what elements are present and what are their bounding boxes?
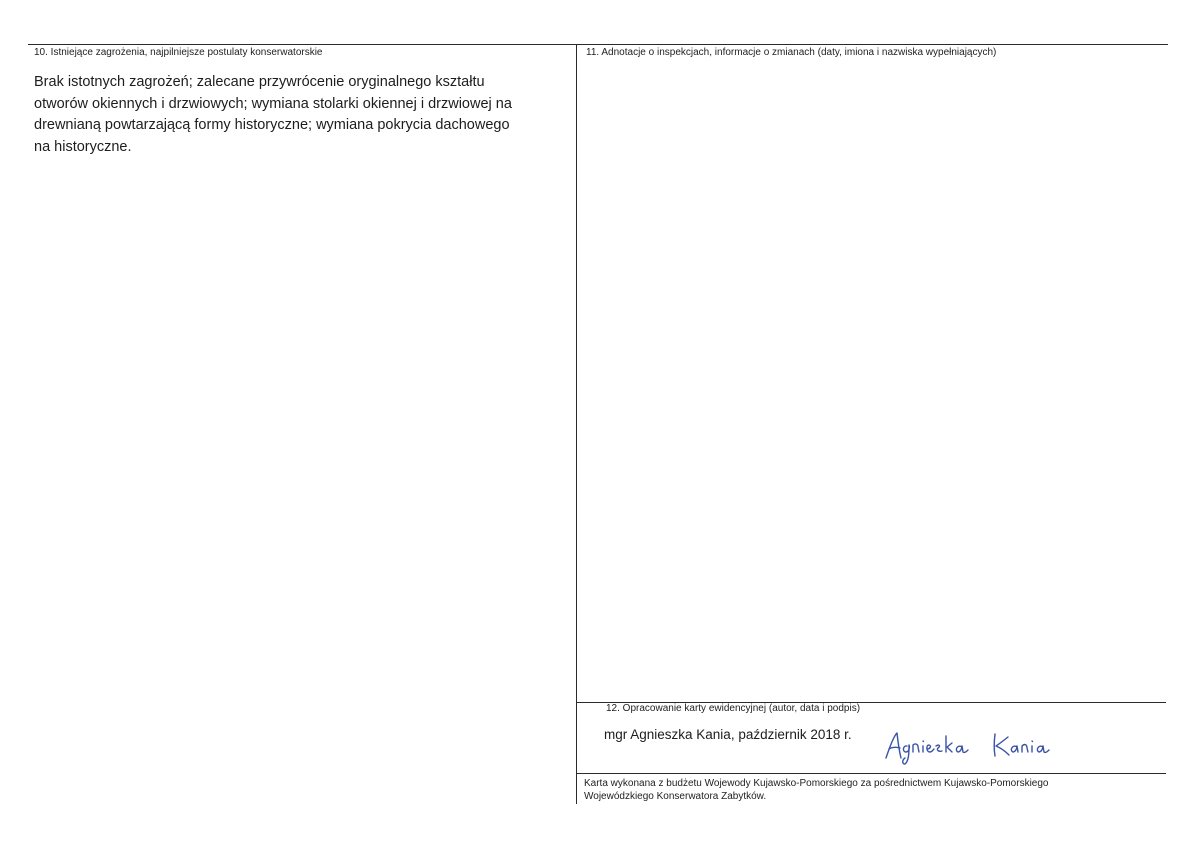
section10-text bbox=[34, 72, 512, 158]
funding-note bbox=[584, 777, 1048, 803]
section10-heading: 10. Istniejące zagrożenia, najpilniejsze postulaty konserwatorskie bbox=[34, 47, 323, 58]
handwritten-signature bbox=[880, 728, 1080, 768]
section12-bottom-rule bbox=[576, 773, 1166, 774]
author-date: mgr Agnieszka Kania, październik 2018 r. bbox=[604, 727, 852, 742]
section10-line: drewnianą powtarzającą formy historyczne; wymiana pokrycia dachowego bbox=[34, 117, 510, 133]
section10-line: otworów okiennych i drzwiowych; wymiana stolarki okiennej i drzwiowej na bbox=[34, 95, 512, 112]
funding-note-line: Karta wykonana z budżetu Wojewody Kujawsko-Pomorskiego za pośrednictwem Kujawsko-Pomorskiego bbox=[584, 778, 1049, 789]
column-divider bbox=[576, 44, 577, 804]
top-rule bbox=[28, 44, 1168, 45]
funding-note-line: Wojewódzkiego Konserwatora Zabytków. bbox=[584, 791, 767, 802]
section12-heading: 12. Opracowanie karty ewidencyjnej (autor, data i podpis) bbox=[606, 703, 861, 714]
section11-heading: 11. Adnotacje o inspekcjach, informacje o zmianach (daty, imiona i nazwiska wypełniających) bbox=[586, 47, 997, 58]
section10-line: Brak istotnych zagrożeń; zalecane przywrócenie oryginalnego kształtu bbox=[34, 74, 485, 90]
section10-line: na historyczne. bbox=[34, 138, 132, 155]
